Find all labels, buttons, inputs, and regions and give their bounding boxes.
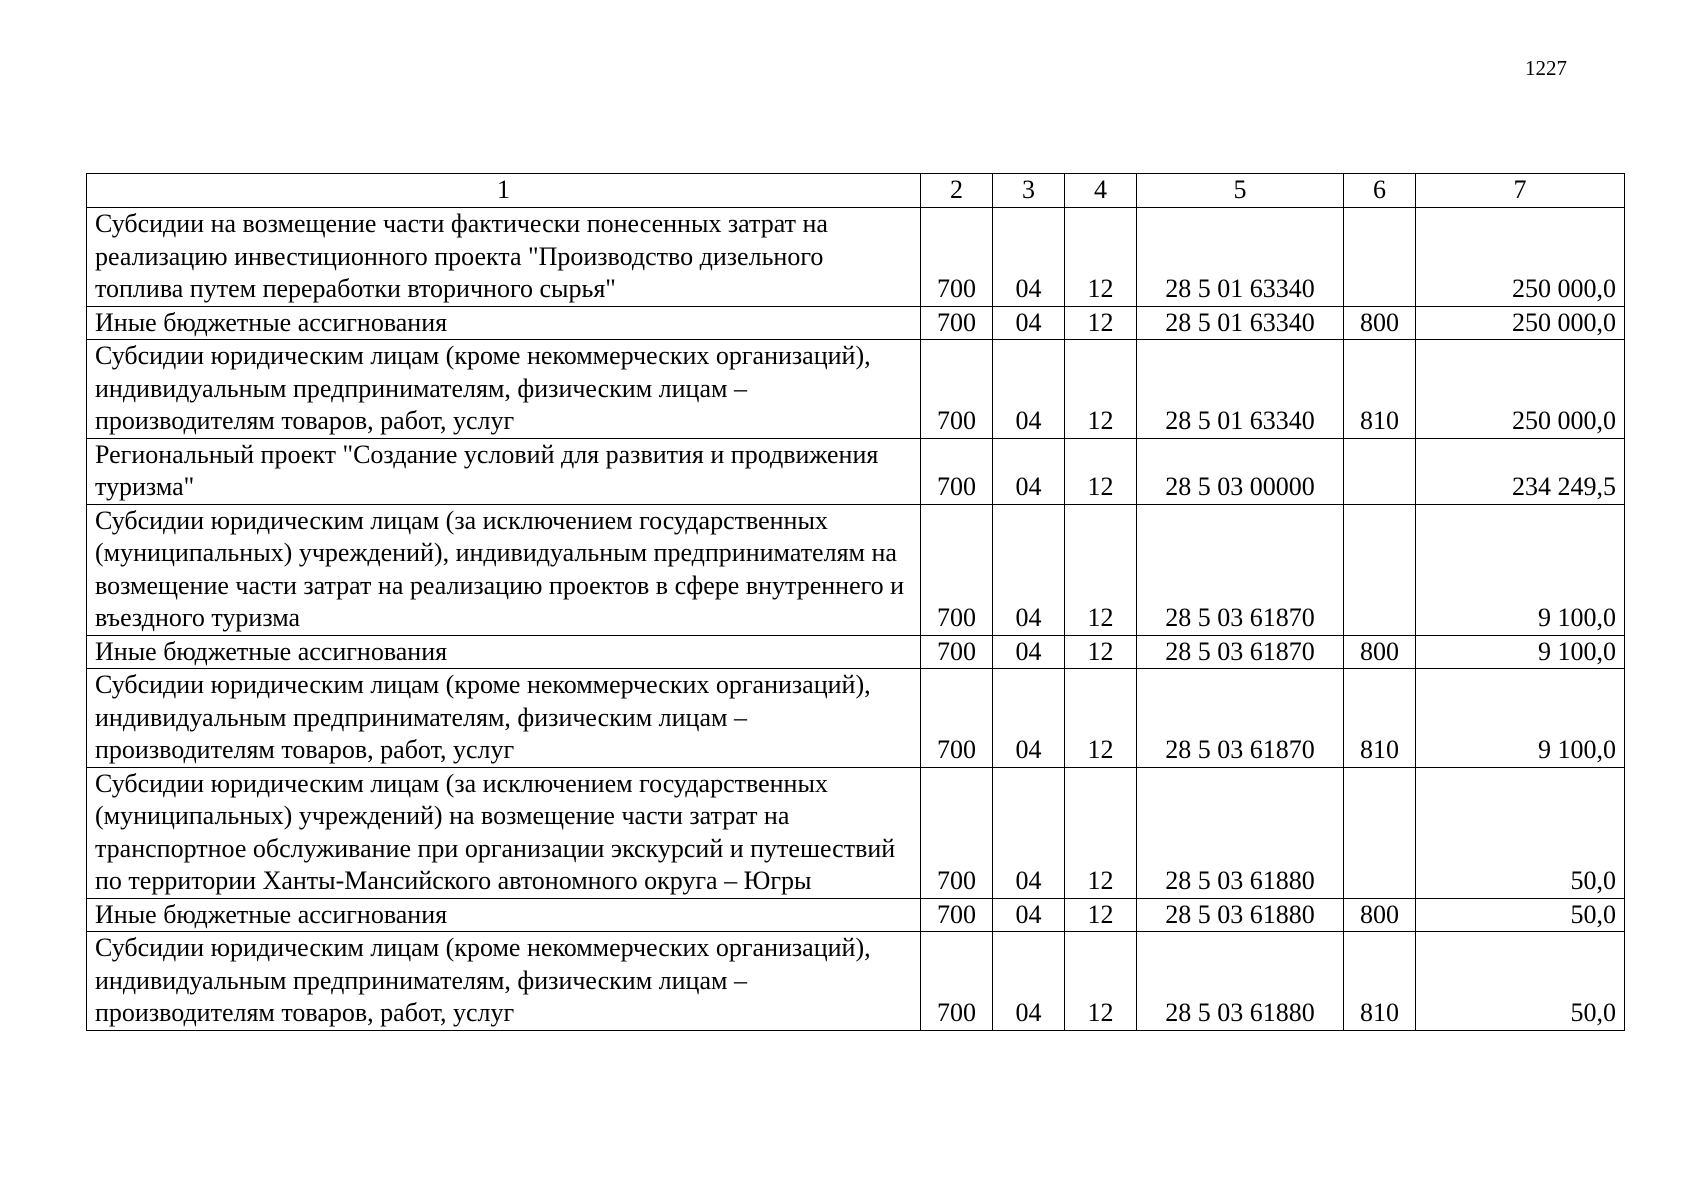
cell-subsection: 12 [1065, 932, 1137, 1031]
table-row [87, 932, 1625, 1031]
table-row [87, 767, 1625, 898]
cell-target-article: 28 5 03 61870 [1137, 669, 1344, 768]
cell-section: 04 [993, 932, 1065, 1031]
cell-subsection: 12 [1065, 669, 1137, 768]
cell-expense-type [1344, 767, 1416, 898]
cell-ministry-code: 700 [921, 767, 993, 898]
row-description: Иные бюджетные ассигнования [87, 898, 921, 932]
cell-subsection: 12 [1065, 438, 1137, 504]
cell-ministry-code: 700 [921, 635, 993, 669]
cell-subsection: 12 [1065, 898, 1137, 932]
cell-target-article: 28 5 03 61870 [1137, 635, 1344, 669]
cell-section: 04 [993, 438, 1065, 504]
table-row [87, 208, 1625, 307]
cell-target-article: 28 5 03 61880 [1137, 898, 1344, 932]
table-row [87, 438, 1625, 504]
cell-expense-type [1344, 438, 1416, 504]
cell-target-article: 28 5 01 63340 [1137, 340, 1344, 439]
column-header: 6 [1344, 174, 1416, 208]
cell-ministry-code: 700 [921, 932, 993, 1031]
cell-ministry-code: 700 [921, 438, 993, 504]
cell-subsection: 12 [1065, 340, 1137, 439]
cell-ministry-code: 700 [921, 306, 993, 340]
cell-expense-type [1344, 208, 1416, 307]
cell-ministry-code: 700 [921, 208, 993, 307]
cell-amount: 9 100,0 [1416, 669, 1625, 768]
budget-table [86, 173, 1625, 1031]
cell-section: 04 [993, 340, 1065, 439]
cell-amount: 50,0 [1416, 898, 1625, 932]
cell-ministry-code: 700 [921, 340, 993, 439]
cell-target-article: 28 5 03 61870 [1137, 504, 1344, 635]
cell-amount: 50,0 [1416, 767, 1625, 898]
cell-expense-type: 810 [1344, 932, 1416, 1031]
cell-target-article: 28 5 03 61880 [1137, 767, 1344, 898]
cell-subsection: 12 [1065, 208, 1137, 307]
cell-expense-type: 810 [1344, 669, 1416, 768]
cell-section: 04 [993, 898, 1065, 932]
cell-section: 04 [993, 306, 1065, 340]
row-description: Субсидии юридическим лицам (кроме некоммерческих организаций), индивидуальным предпринимателям, физическим лицам – производителям товаров, работ, услуг [87, 669, 921, 768]
cell-section: 04 [993, 504, 1065, 635]
row-description: Региональный проект "Создание условий для развития и продвижения туризма" [87, 438, 921, 504]
cell-amount: 9 100,0 [1416, 635, 1625, 669]
row-description: Иные бюджетные ассигнования [87, 635, 921, 669]
cell-target-article: 28 5 03 00000 [1137, 438, 1344, 504]
cell-expense-type: 810 [1344, 340, 1416, 439]
table-row [87, 669, 1625, 768]
table-row [87, 340, 1625, 439]
column-header: 3 [993, 174, 1065, 208]
cell-expense-type: 800 [1344, 635, 1416, 669]
row-description: Субсидии юридическим лицам (кроме некоммерческих организаций), индивидуальным предпринимателям, физическим лицам – производителям товаров, работ, услуг [87, 932, 921, 1031]
row-description: Субсидии на возмещение части фактически понесенных затрат на реализацию инвестиционного проекта "Производство дизельного топлива путем переработки вторичного сырья" [87, 208, 921, 307]
table-row [87, 306, 1625, 340]
cell-subsection: 12 [1065, 635, 1137, 669]
cell-target-article: 28 5 01 63340 [1137, 306, 1344, 340]
cell-amount: 250 000,0 [1416, 340, 1625, 439]
cell-ministry-code: 700 [921, 669, 993, 768]
row-description: Иные бюджетные ассигнования [87, 306, 921, 340]
cell-subsection: 12 [1065, 306, 1137, 340]
column-header: 1 [87, 174, 921, 208]
column-header: 2 [921, 174, 993, 208]
cell-section: 04 [993, 208, 1065, 307]
column-header: 7 [1416, 174, 1625, 208]
cell-section: 04 [993, 767, 1065, 898]
cell-expense-type: 800 [1344, 306, 1416, 340]
cell-amount: 9 100,0 [1416, 504, 1625, 635]
table-row [87, 898, 1625, 932]
cell-section: 04 [993, 635, 1065, 669]
cell-ministry-code: 700 [921, 504, 993, 635]
row-description: Субсидии юридическим лицам (кроме некоммерческих организаций), индивидуальным предпринимателям, физическим лицам – производителям товаров, работ, услуг [87, 340, 921, 439]
cell-section: 04 [993, 669, 1065, 768]
cell-amount: 50,0 [1416, 932, 1625, 1031]
cell-amount: 250 000,0 [1416, 306, 1625, 340]
table-row [87, 504, 1625, 635]
cell-expense-type: 800 [1344, 898, 1416, 932]
cell-amount: 234 249,5 [1416, 438, 1625, 504]
table-header-row [87, 174, 1625, 208]
cell-target-article: 28 5 01 63340 [1137, 208, 1344, 307]
cell-ministry-code: 700 [921, 898, 993, 932]
cell-expense-type [1344, 504, 1416, 635]
cell-subsection: 12 [1065, 767, 1137, 898]
column-header: 4 [1065, 174, 1137, 208]
column-header: 5 [1137, 174, 1344, 208]
cell-target-article: 28 5 03 61880 [1137, 932, 1344, 1031]
cell-amount: 250 000,0 [1416, 208, 1625, 307]
row-description: Субсидии юридическим лицам (за исключением государственных (муниципальных) учреждений), индивидуальным предпринимателям на возмещение части затрат на реализацию проектов в сфере внутреннего и въездного туризма [87, 504, 921, 635]
cell-subsection: 12 [1065, 504, 1137, 635]
page-number: 1227 [1525, 56, 1567, 80]
table-row [87, 635, 1625, 669]
row-description: Субсидии юридическим лицам (за исключением государственных (муниципальных) учреждений) на возмещение части затрат на транспортное обслуживание при организации экскурсий и путешествий по территории Ханты-Мансийского автономного округа – Югры [87, 767, 921, 898]
